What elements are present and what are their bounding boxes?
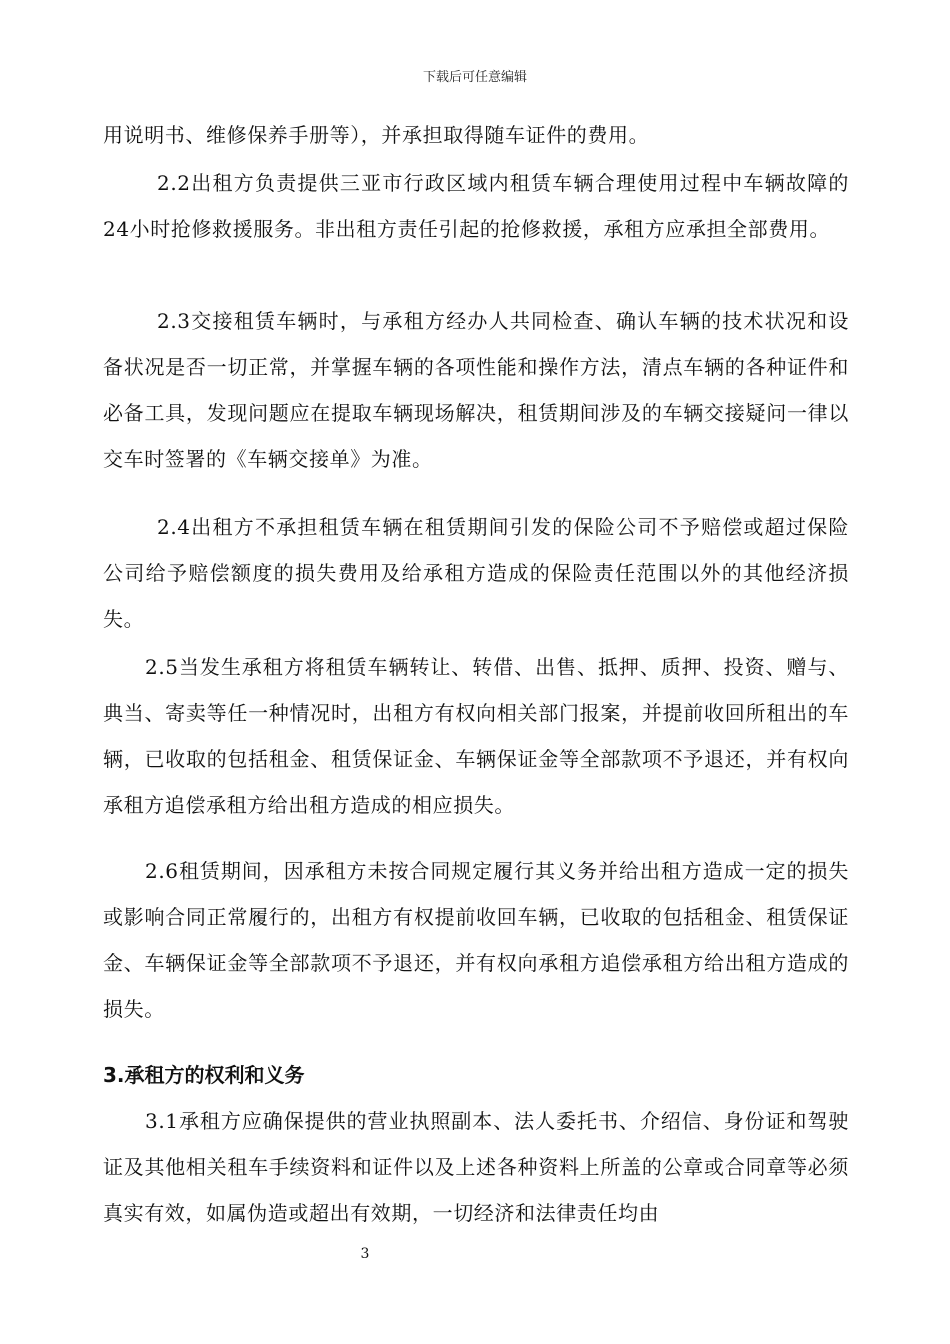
clause-2-6: 2.6租赁期间，因承租方未按合同规定履行其义务并给出租方造成一定的损失或影响合同正常履行的，出租方有权提前收回车辆，已收取的包括租金、租赁保证金、车辆保证金等全部款项不予退还，并有权向承租方追偿承租方给出租方造成的损失。 [103,859,849,1021]
clause-3-1: 3.1承租方应确保提供的营业执照副本、法人委托书、介绍信、身份证和驾驶证及其他相关租车手续资料和证件以及上述各种资料上所盖的公章或合同章等必须真实有效，如属伪造或超出有效期，一切经济和法律责任均由 [103,1109,849,1225]
clause-2-2: 2.2出租方负责提供三亚市行政区域内租赁车辆合理使用过程中车辆故障的24小时抢修救援服务。非出租方责任引起的抢修救援，承租方应承担全部费用。 [103,171,849,241]
page-header: 下载后可任意编辑 [422,70,527,85]
clause-2-5: 2.5当发生承租方将租赁车辆转让、转借、出售、抵押、质押、投资、赠与、典当、寄卖等任一种情况时，出租方有权向相关部门报案，并提前收回所租出的车辆，已收取的包括租金、租赁保证金、车辆保证金等全部款项不予退还，并有权向承租方追偿承租方给出租方造成的相应损失。 [103,655,849,817]
section-heading-3: 3.承租方的权利和义务 [103,1063,305,1087]
page-number: 3 [360,1246,370,1262]
clause-2-3: 2.3交接租赁车辆时，与承租方经办人共同检查、确认车辆的技术状况和设备状况是否一切正常，并掌握车辆的各项性能和操作方法，清点车辆的各种证件和必备工具，发现问题应在提取车辆现场解决，租赁期间涉及的车辆交接疑问一律以交车时签署的《车辆交接单》为准。 [103,309,849,471]
paragraph-continuation: 用说明书、维修保养手册等），并承担取得随车证件的费用。 [103,123,650,147]
clause-2-4: 2.4出租方不承担租赁车辆在租赁期间引发的保险公司不予赔偿或超过保险公司给予赔偿额度的损失费用及给承租方造成的保险责任范围以外的其他经济损失。 [103,515,849,631]
